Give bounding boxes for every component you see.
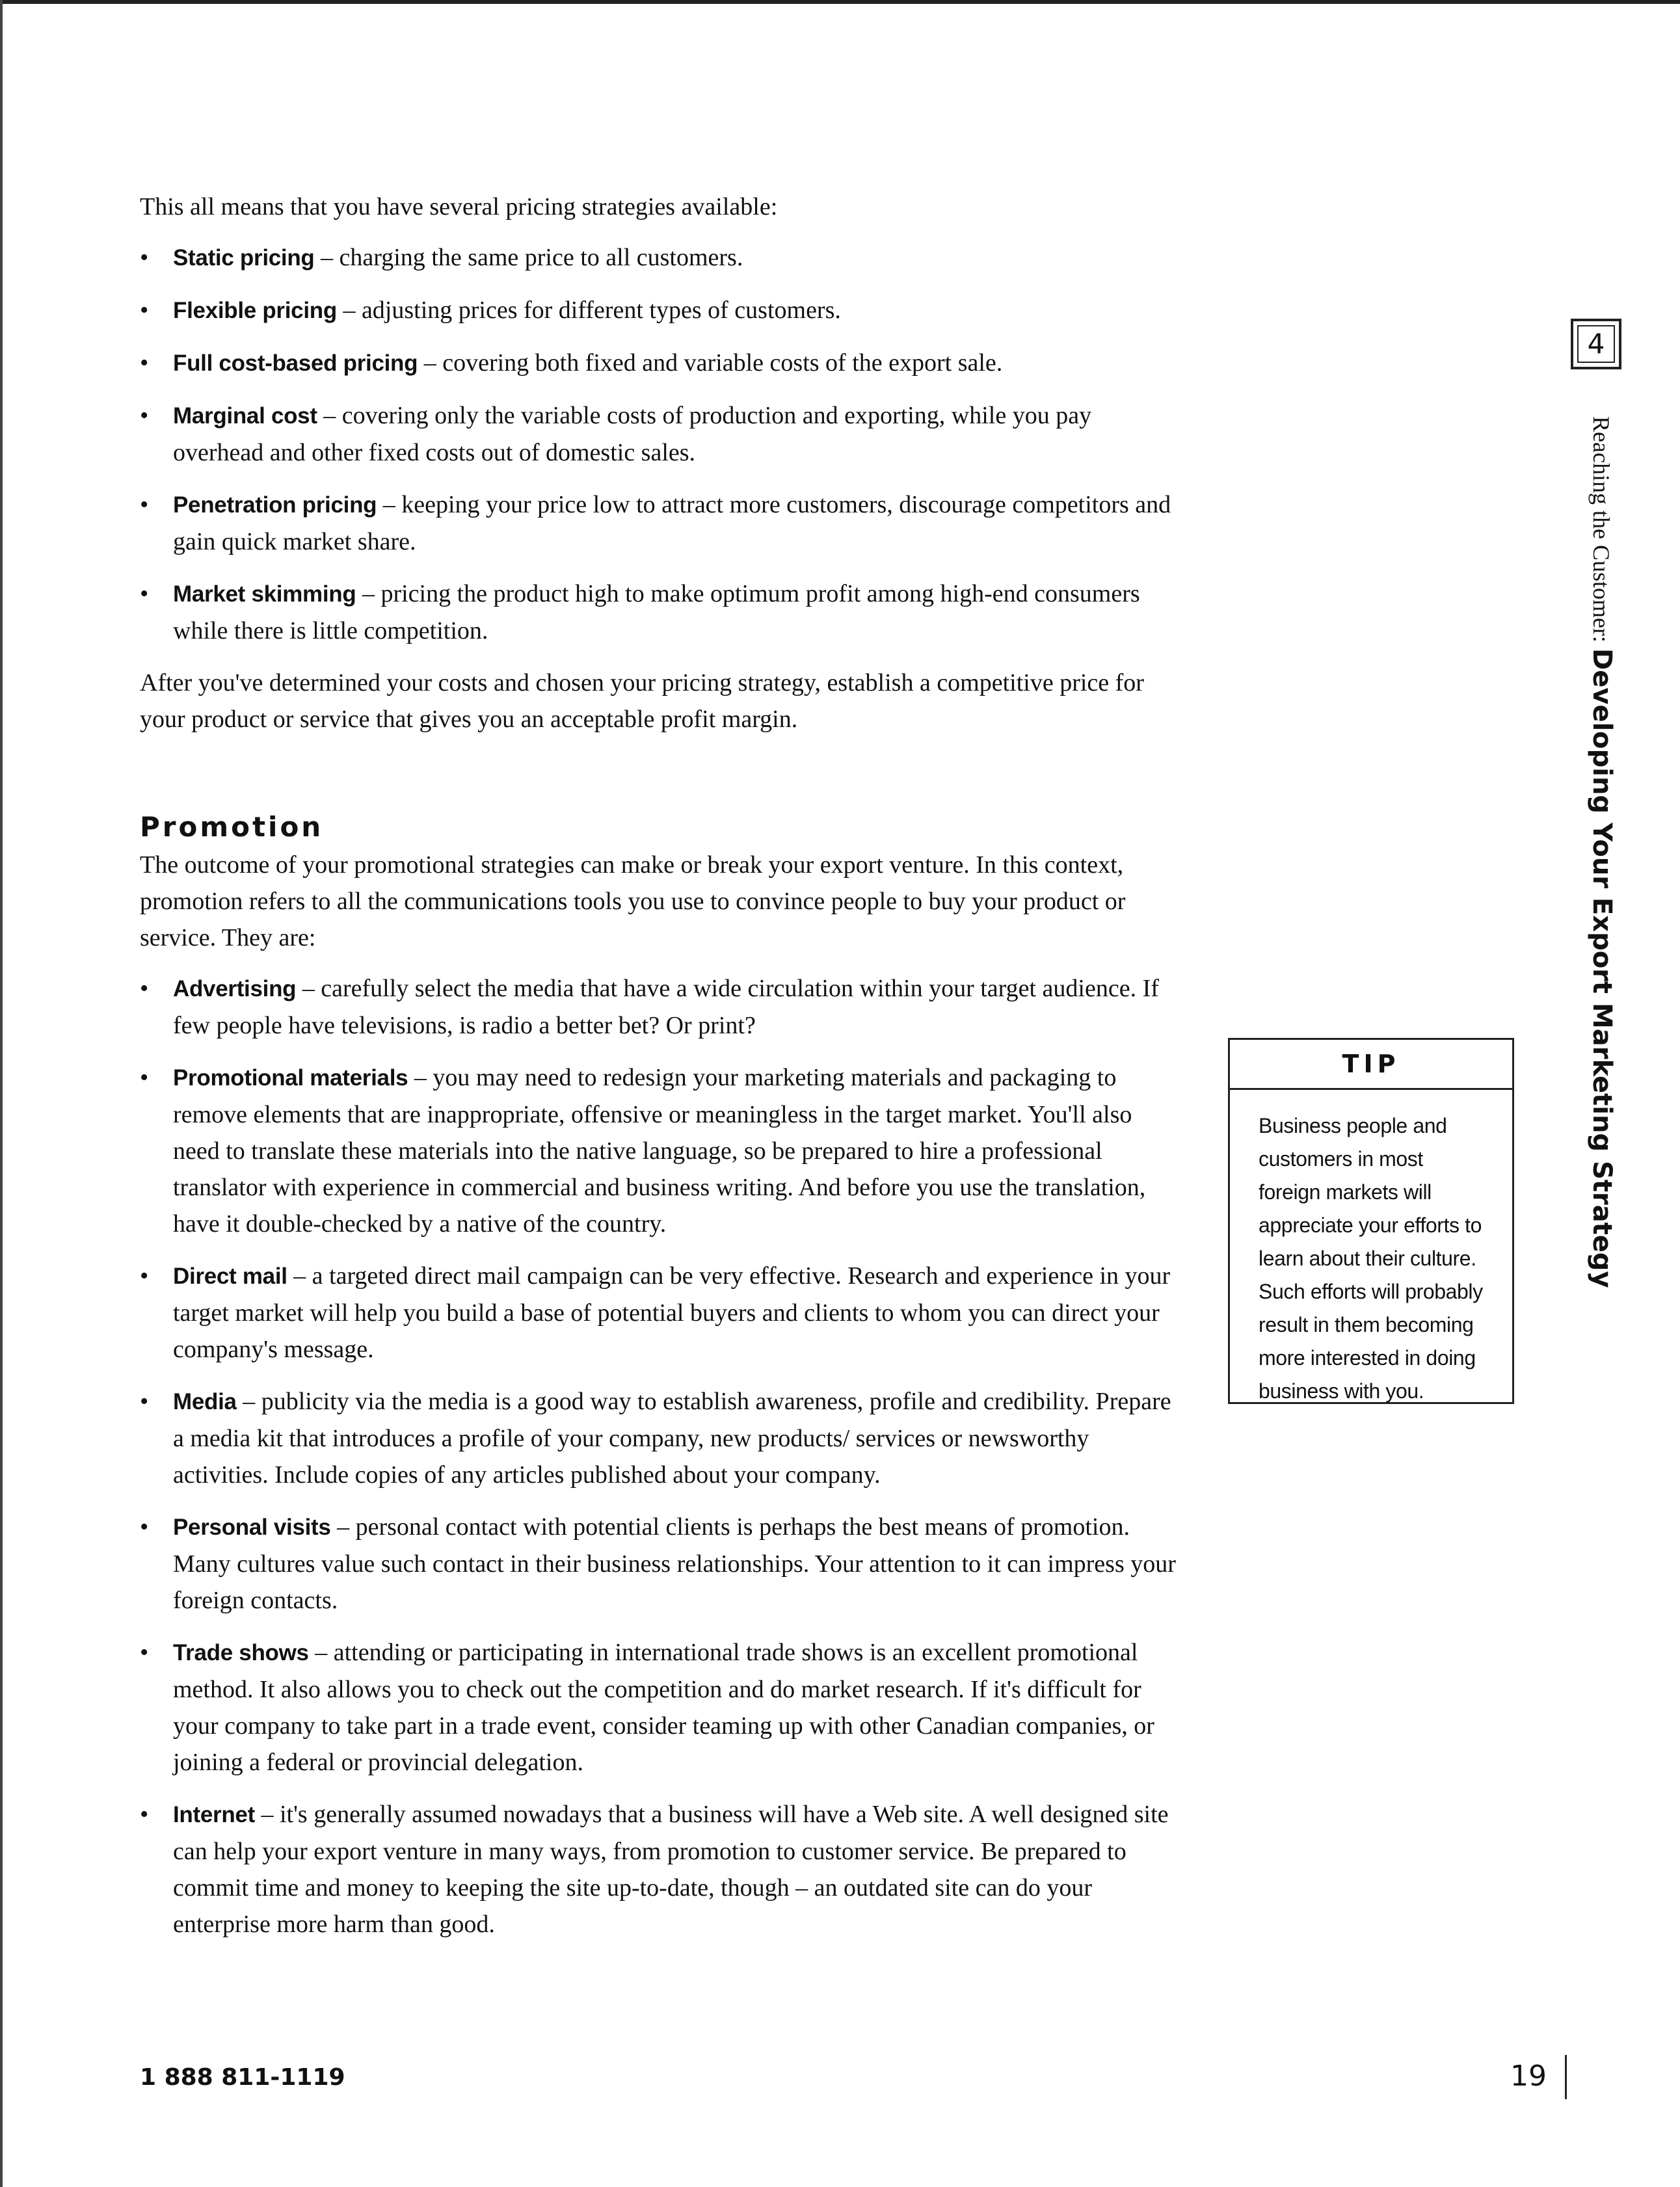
pricing-intro: This all means that you have several pricing strategies available: [140,193,778,220]
item-text: – attending or participating in international trade shows is an excellent promotional method. It also allows you to check out the competition and do market research. If it's difficult for your company to take part in a trade event, consider teaming up with other Canadian companies, or joining a federal or provincial delegation. [173,1639,1154,1776]
running-chapter-title [1580,416,1618,1288]
pricing-strategy-list [140,239,1180,649]
bullet-icon: • [140,349,149,377]
item-text: – personal contact with potential clients is perhaps the best means of promotion. Many cultures value such contact in their business relationships. Your attention to it can impress your foreign contacts. [173,1513,1176,1614]
bullet-icon: • [140,580,149,607]
pricing-conclusion: After you've determined your costs and chosen your pricing strategy, establish a competitive price for your product or service that gives you an acceptable profit margin. [140,669,1144,733]
item-term: Market skimming [173,581,356,607]
bullet-icon: • [140,491,149,518]
bullet-icon: • [140,1388,149,1415]
list-item [140,239,1180,276]
chapter-number-badge [1571,319,1621,369]
bullet-icon: • [140,1801,149,1828]
item-text: – a targeted direct mail campaign can be very effective. Research and experience in your target market will help you build a base of potential buyers and clients to whom you can direct your company's message. [173,1262,1171,1363]
item-term: Advertising [173,976,297,1001]
item-text: – covering both fixed and variable costs of the export sale. [418,349,1003,377]
item-text: – publicity via the media is a good way to establish awareness, profile and credibility. Prepare a media kit that introduces a profile of your company, new products/ services or newsworthy activities. Include copies of any articles published about your company. [173,1388,1171,1489]
item-text: – it's generally assumed nowadays that a business will have a Web site. A well designed site can help your export venture in many ways, from promotion to customer service. Be prepared to commit time and money to keeping the site up-to-date, though – an outdated site can do your enterprise more harm than good. [173,1801,1169,1938]
item-term: Full cost-based pricing [173,351,418,376]
item-text: – carefully select the media that have a wide circulation within your target audience. If few people have televisions, is radio a better bet? Or print? [173,975,1159,1039]
list-item [140,486,1180,560]
main-column [140,189,1180,1958]
item-term: Internet [173,1802,255,1827]
list-item [140,1059,1180,1242]
chapter-number: 4 [1577,325,1615,363]
bullet-icon: • [140,1262,149,1290]
bullet-icon: • [140,975,149,1002]
item-text: – covering only the variable costs of production and exporting, while you pay overhead and other fixed costs out of domestic sales. [173,402,1092,466]
list-item [140,1634,1180,1781]
item-text: – you may need to redesign your marketing materials and packaging to remove elements that are inappropriate, offensive or meaningless in the target market. You'll also need to translate these materials into the native language, so be prepared to hire a professional translator with experience in commercial and business writing. And before you use the translation, have it double-checked by a native of the country. [173,1064,1146,1238]
item-term: Static pricing [173,245,315,271]
list-item [140,1796,1180,1942]
bullet-icon: • [140,1513,149,1541]
promotion-intro: The outcome of your promotional strategies can make or break your export venture. In this context, promotion refers to all the communications tools you use to convince people to buy your product or service. They are: [140,851,1126,951]
item-term: Direct mail [173,1264,287,1289]
chapter-title-prefix: Reaching the Customer: [1588,416,1614,648]
list-item [140,576,1180,649]
tip-box [1228,1038,1514,1404]
item-text: – charging the same price to all customers. [314,244,743,271]
bullet-icon: • [140,1639,149,1666]
section-heading-promotion: Promotion [140,811,324,843]
tip-title: TIP [1230,1040,1512,1090]
list-item [140,1258,1180,1368]
top-edge-rule [0,0,1680,4]
page-number: 19 [1510,2060,1547,2093]
bullet-icon: • [140,402,149,429]
list-item [140,1509,1180,1619]
item-term: Marginal cost [173,403,317,429]
item-text: – adjusting prices for different types of customers. [336,297,841,324]
list-item [140,970,1180,1044]
bullet-icon: • [140,244,149,271]
bullet-icon: • [140,297,149,324]
promotion-tools-list [140,970,1180,1942]
item-term: Promotional materials [173,1065,408,1091]
tip-body: Business people and customers in most foreign markets will appreciate your efforts to learn about their culture. Such efforts will probably result in them becoming more interested in doing business with you. [1259,1114,1483,1403]
list-item [140,397,1180,471]
item-term: Media [173,1389,237,1414]
chapter-title-main: Developing Your Export Marketing Strategy [1587,648,1617,1288]
item-text: – keeping your price low to attract more customers, discourage competitors and gain quick market share. [173,491,1171,555]
item-term: Penetration pricing [173,492,377,518]
item-term: Personal visits [173,1515,331,1540]
item-text: – pricing the product high to make optimum profit among high-end consumers while there is little competition. [173,580,1140,644]
left-edge-rule [0,0,3,2187]
bullet-icon: • [140,1064,149,1091]
list-item [140,345,1180,382]
item-term: Trade shows [173,1640,309,1665]
list-item [140,1383,1180,1493]
page-number-rule [1565,2055,1567,2099]
footer-phone-number: 1 888 811-1119 [140,2064,345,2091]
list-item [140,292,1180,329]
item-term: Flexible pricing [173,298,337,323]
